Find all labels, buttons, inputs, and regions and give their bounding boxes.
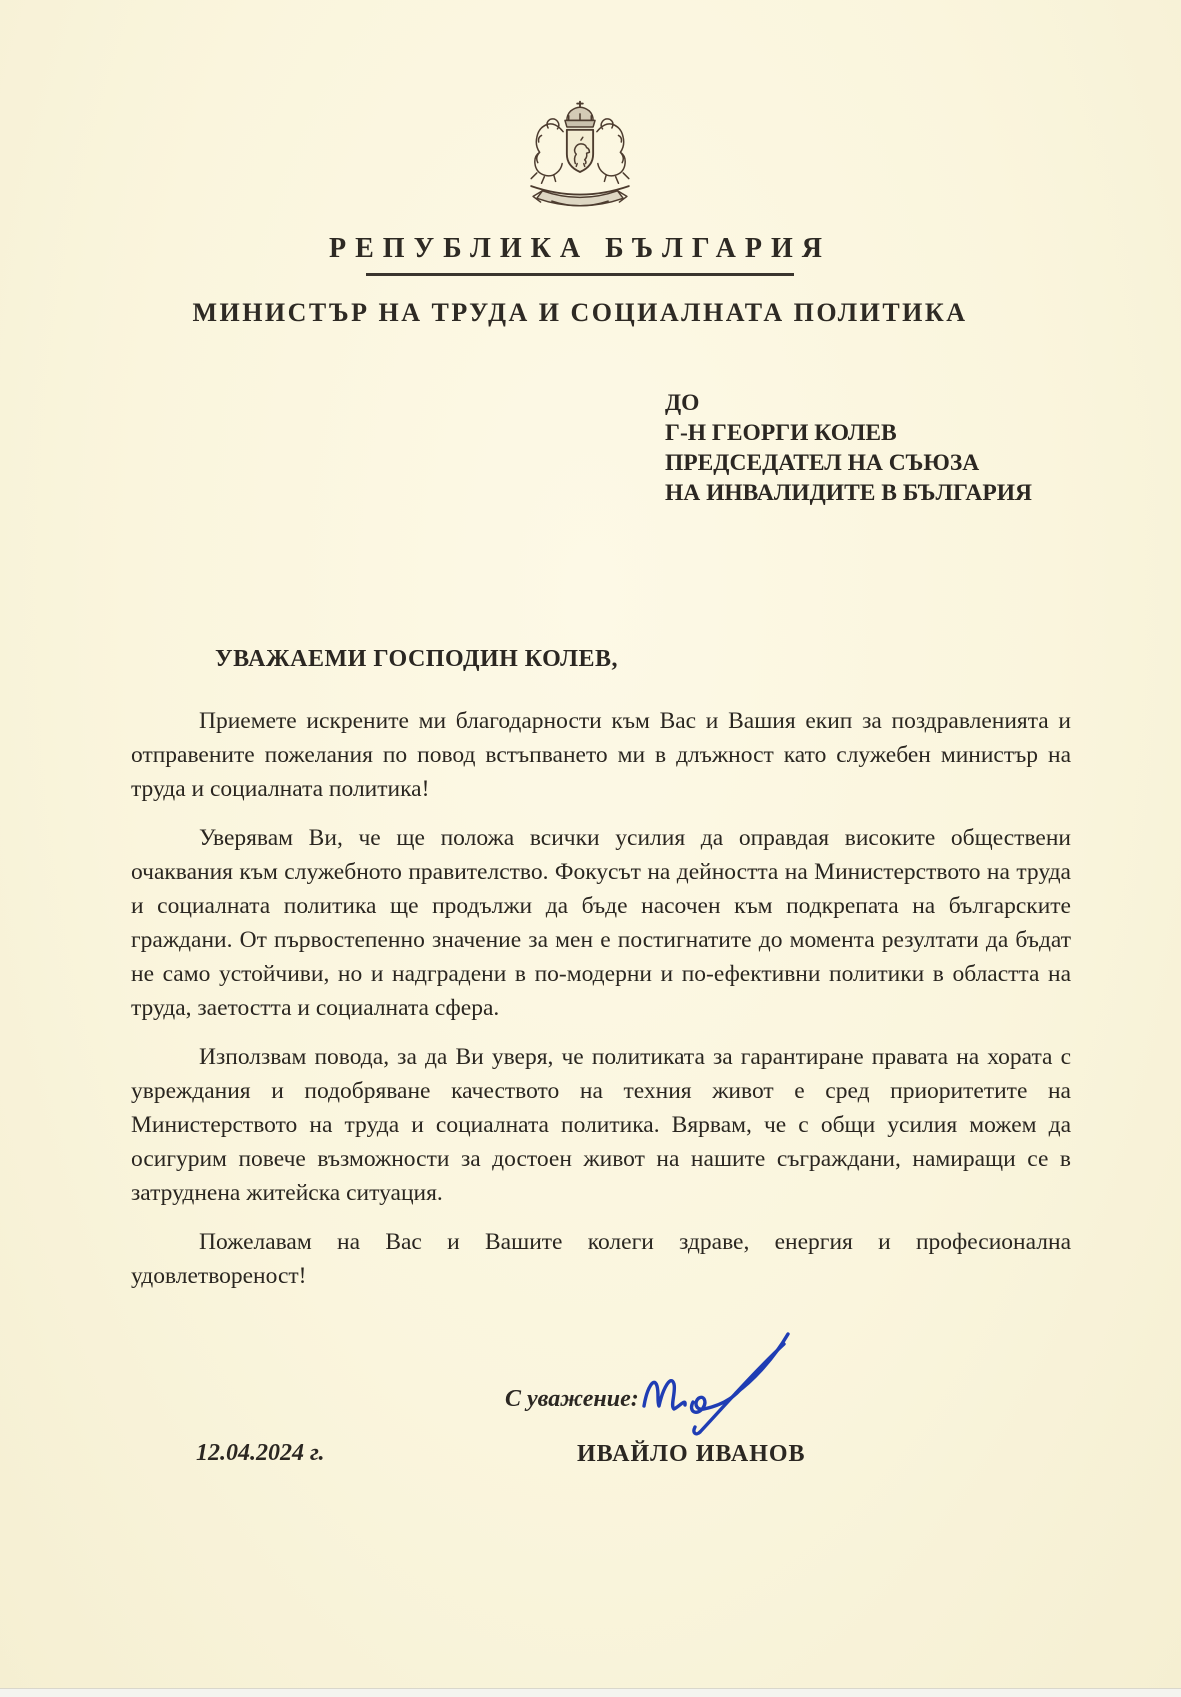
paragraph: Уверявам Ви, че ще положа всички усилия да оправдая високите обществени очаквания към служебното правителство. Фокусът на дейността на Министерството на труда и социалната политика ще продължи да бъде насочен към подкрепата на българските граждани. От първостепенно значение за мен е постигнатите до момента резултати да бъдат не само устойчиви, но и надградени в по-модерни и по-ефективни политики в областта на труда, заетостта и социалната сфера. <box>131 825 1071 1021</box>
title-underline <box>366 273 794 276</box>
signatory-name: ИВАЙЛО ИВАНОВ <box>577 1441 806 1467</box>
republic-title: РЕПУБЛИКА БЪЛГАРИЯ <box>329 233 831 264</box>
salutation: УВАЖАЕМИ ГОСПОДИН КОЛЕВ, <box>215 646 618 672</box>
letterhead <box>0 96 1160 328</box>
paragraph: Приемете искрените ми благодарности към Вас и Вашия екип за поздравленията и отправените пожелания по повод встъпването ми в длъжност като служебен министър на труда и социалната политика! <box>131 708 1071 802</box>
paragraph: Използвам повода, за да Ви уверя, че политиката за гарантиране правата на хората с увреждания и подобряване качеството на техния живот е сред приоритетите на Министерството на труда и социалната политика. Вярвам, че с общи усилия можем да осигурим повече възможности за достоен живот на нашите съграждани, намиращи се в затруднена житейска ситуация. <box>131 1044 1071 1206</box>
letter-body <box>131 704 1071 1308</box>
scan-edge <box>0 1688 1181 1697</box>
bulgaria-coat-of-arms-icon <box>494 96 666 218</box>
closing-label: С уважение: <box>505 1386 639 1412</box>
recipient-line: НА ИНВАЛИДИТЕ В БЪЛГАРИЯ <box>665 480 1032 506</box>
minister-title: МИНИСТЪР НА ТРУДА И СОЦИАЛНАТА ПОЛИТИКА <box>192 298 968 327</box>
paragraph: Пожелавам на Вас и Вашите колеги здраве, енергия и професионална удовлетвореност! <box>131 1229 1071 1289</box>
letter-date: 12.04.2024 г. <box>196 1440 325 1466</box>
recipient-line: ДО <box>665 390 700 416</box>
recipient-line: ПРЕДСЕДАТЕЛ НА СЪЮЗА <box>665 450 980 476</box>
recipient-block <box>665 388 1032 508</box>
recipient-line: Г-Н ГЕОРГИ КОЛЕВ <box>665 420 897 446</box>
handwritten-signature <box>636 1318 814 1446</box>
